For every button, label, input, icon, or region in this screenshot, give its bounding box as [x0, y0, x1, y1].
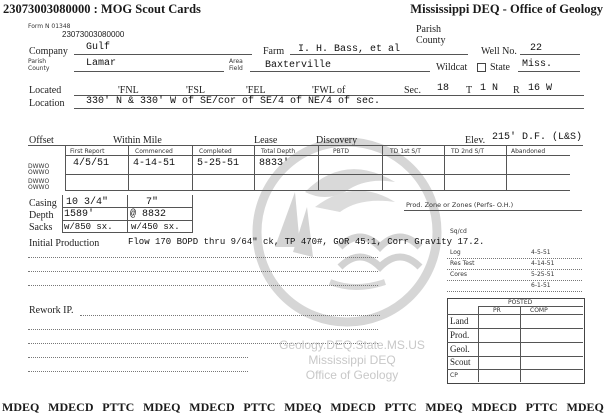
initial-production-label: Initial Production: [29, 238, 100, 249]
col-abandoned: Abandoned: [511, 148, 546, 155]
state-value: Miss.: [522, 59, 553, 70]
footer-item: MDEQ: [284, 400, 322, 414]
footer-item: MDEQ: [143, 400, 181, 414]
row2-label-a: DWWO: [28, 178, 50, 185]
sec-label: Sec.: [404, 85, 421, 96]
footer-item: MDEQ: [2, 400, 40, 414]
well-value: 22: [530, 43, 543, 54]
col-pbtd: PBTD: [333, 148, 350, 155]
footer-item: PTTC: [102, 400, 135, 414]
footer-item: PTTC: [243, 400, 276, 414]
well-label: Well No.: [481, 46, 517, 57]
parish-small-label: Parish: [28, 58, 47, 65]
casing1-sacks: w/850 sx.: [64, 222, 113, 232]
right-small-1: Sq/cd: [450, 228, 467, 235]
township-value: 1 N: [480, 83, 499, 94]
elev-value: 215' D.F. (L&S): [492, 132, 583, 143]
company-label: Company: [29, 46, 68, 57]
casing2-depth: @ 8832: [130, 209, 167, 220]
row1-label-a: DWWO: [28, 163, 50, 170]
completed-value: 5-25-51: [197, 158, 240, 169]
footer-strip: [0, 400, 606, 415]
location-value: 330' N & 330' W of SE/cor of SE/4 of NE/4 of sec.: [86, 96, 381, 107]
county-label: County: [416, 35, 446, 46]
footer-item: MDEQ: [425, 400, 463, 414]
right-date-3: 5-25-51: [531, 271, 555, 278]
casing-label: Casing: [29, 198, 57, 209]
comp-label: COMP: [530, 307, 548, 314]
casing1-depth: 1589': [64, 209, 95, 220]
form-number: Form N 01348: [28, 23, 71, 30]
footer-item: MDEQ: [566, 400, 604, 414]
col-completed: Completed: [199, 148, 232, 155]
page-title: 23073003080000 : MOG Scout Cards: [3, 2, 201, 16]
range-r-label: R: [513, 85, 520, 96]
pr-label: PR: [493, 307, 501, 314]
township-t-label: T: [466, 85, 473, 96]
footer-item: MDECD: [189, 400, 235, 414]
scout-card: [0, 17, 606, 397]
watermark-agency: Mississippi DEQ: [308, 353, 396, 367]
col-total-depth: Total Depth: [261, 148, 296, 155]
elev-label: Elev.: [465, 135, 486, 146]
right-small-4: Cores: [450, 271, 468, 278]
casing2-size: 7": [146, 197, 159, 208]
geol-label: Geol.: [450, 344, 470, 354]
state-label: State: [490, 62, 510, 73]
depth-label: Depth: [29, 210, 54, 221]
county-small-label: County: [28, 65, 50, 72]
right-date-4: 6-1-51: [531, 282, 551, 289]
right-small-3: Res Test: [450, 260, 475, 267]
sacks-label: Sacks: [29, 222, 53, 233]
range-value: 16 W: [528, 83, 553, 94]
prod-label: Prod.: [450, 330, 470, 340]
watermark-office: Office of Geology: [305, 368, 399, 382]
col-first-report: First Report: [70, 148, 105, 155]
land-label: Land: [450, 316, 469, 326]
within-mile-label: Within Mile: [113, 135, 162, 146]
commenced-value: 4-14-51: [133, 158, 176, 169]
right-date-2: 4-14-51: [531, 260, 555, 267]
lease-label: Lease: [254, 135, 278, 146]
field-value: Baxterville: [265, 60, 332, 71]
agency-title: Mississippi DEQ - Office of Geology: [410, 2, 603, 16]
row2-label-b: OWWO: [28, 184, 50, 191]
prod-zone-label: Prod. Zone or Zones (Perfs- O.H.): [406, 201, 514, 209]
area-small-label: Area: [229, 58, 243, 65]
casing2-sacks: w/450 sx.: [131, 222, 180, 232]
wildcat-checkbox[interactable]: [477, 63, 486, 72]
field-small-label: Field: [229, 65, 243, 72]
fel-label: 'FEL: [246, 85, 266, 96]
scout-label: Scout: [450, 357, 471, 367]
offset-label: Offset: [29, 135, 54, 146]
watermark-url: Geology.DEQ.State.MS.US: [279, 338, 425, 352]
rework-label: Rework IP.: [29, 305, 74, 316]
located-label: Located: [29, 85, 62, 96]
footer-item: MDECD: [471, 400, 517, 414]
footer-item: MDECD: [48, 400, 94, 414]
fsl-label: 'FSL: [186, 85, 206, 96]
col-td-1st: TD 1st S/T: [390, 148, 421, 155]
wildcat-label: Wildcat: [436, 62, 468, 73]
total-depth-value: 8833': [259, 158, 290, 169]
posted-label: POSTED: [508, 299, 533, 306]
fnl-label: 'FNL: [118, 85, 139, 96]
sec-value: 18: [437, 83, 450, 94]
fwl-label: 'FWL of: [312, 85, 346, 96]
col-commenced: Commenced: [135, 148, 173, 155]
footer-item: PTTC: [525, 400, 558, 414]
parish-label: Parish: [416, 24, 441, 35]
cp-label: CP: [450, 372, 458, 379]
initial-production-value: Flow 170 BOPD thru 9/64" ck, TP 470#, GOR 45:1, Corr Gravity 17.2.: [128, 237, 485, 247]
county-value: Lamar: [86, 58, 117, 69]
row1-label-b: OWWO: [28, 169, 50, 176]
right-small-2: Log: [450, 249, 461, 256]
discovery-label: Discovery: [316, 135, 358, 146]
col-td-2nd: TD 2nd S/T: [451, 148, 485, 155]
footer-item: PTTC: [384, 400, 417, 414]
farm-label: Farm: [263, 46, 285, 57]
first-report-value: 4/5/51: [73, 158, 110, 169]
company-value: Gulf: [86, 42, 111, 53]
footer-item: MDECD: [330, 400, 376, 414]
farm-value: I. H. Bass, et al: [298, 44, 401, 55]
location-label: Location: [29, 98, 65, 109]
casing1-size: 10 3/4": [66, 197, 109, 208]
id-stamp: 23073003080000: [62, 30, 125, 39]
right-date-1: 4-5-51: [531, 249, 551, 256]
posted-grid: [447, 298, 585, 384]
